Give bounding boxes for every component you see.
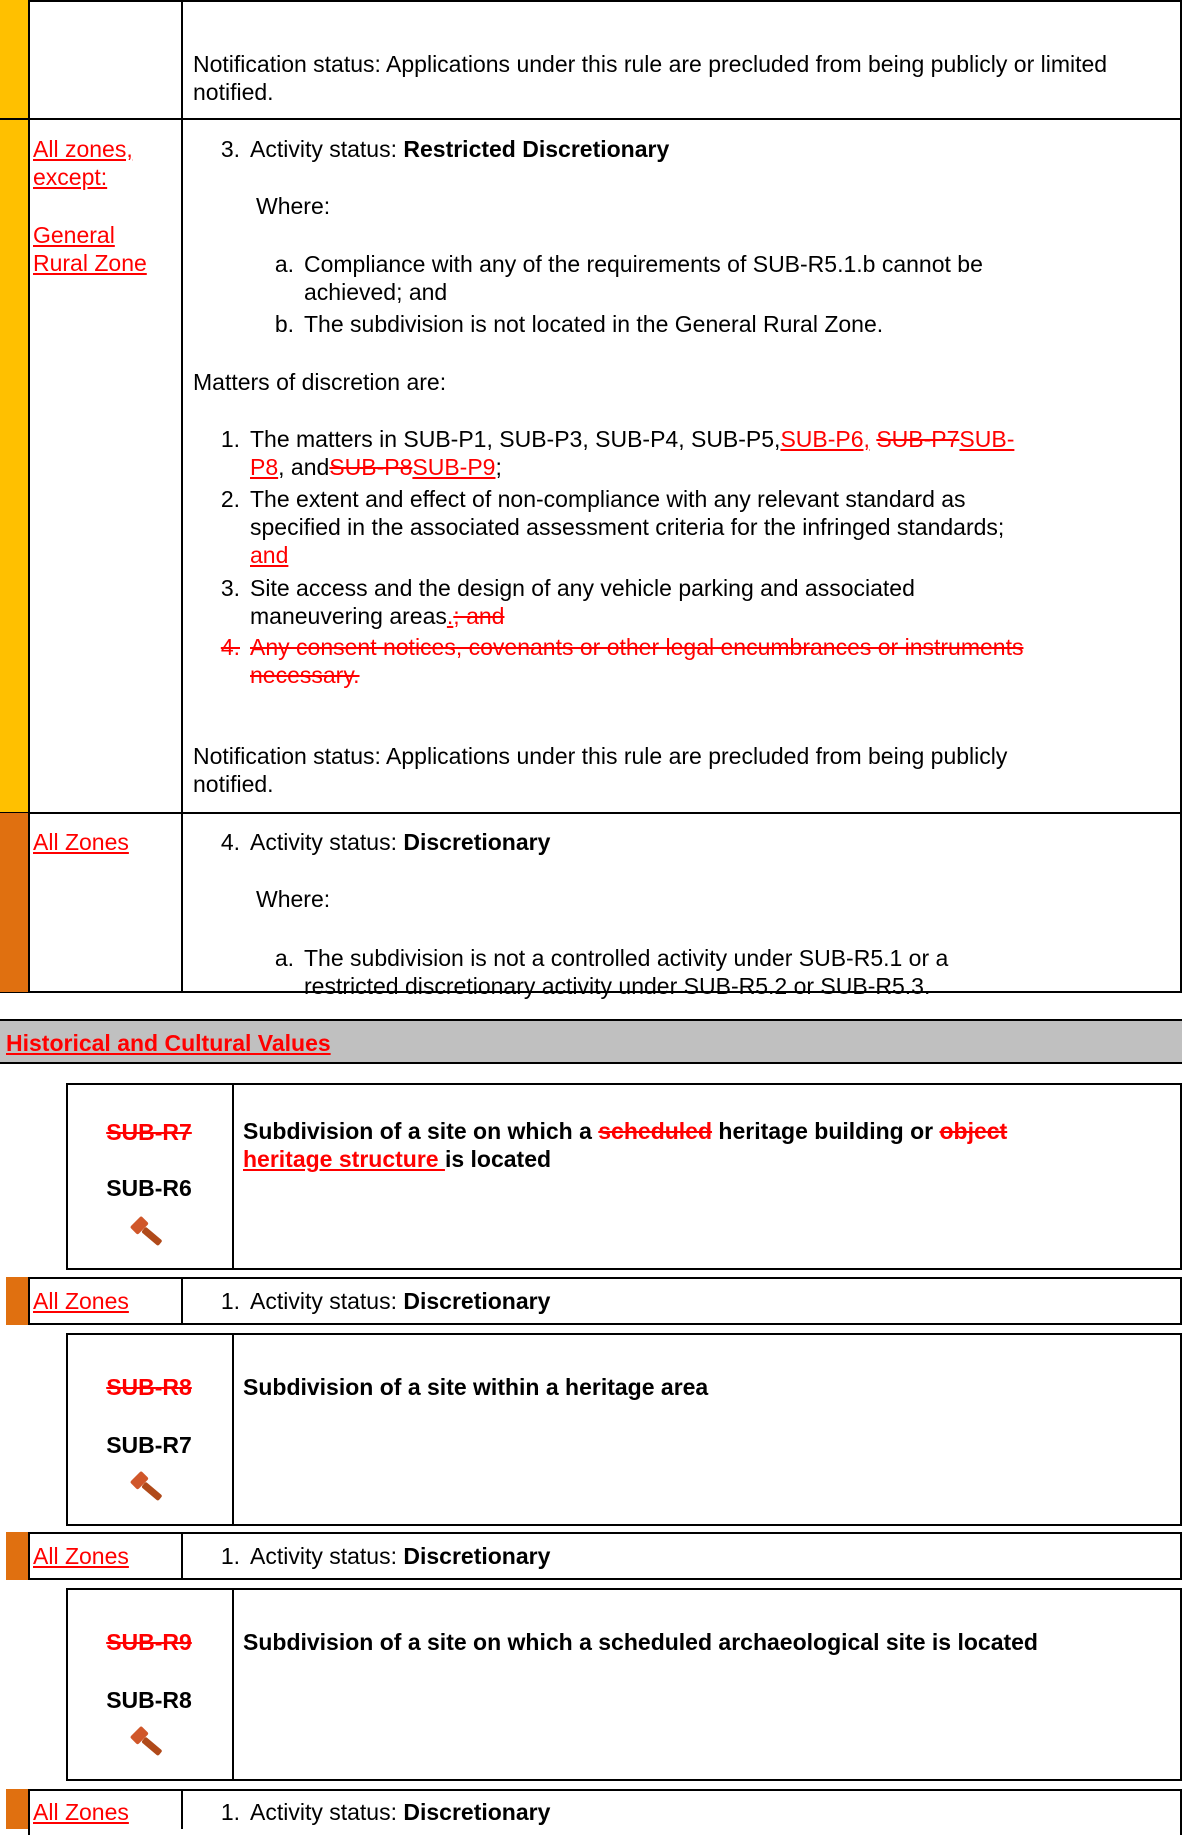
rule-code: SUB-R7 [106, 1432, 192, 1458]
gavel-icon [129, 1212, 169, 1252]
rule-code: SUB-R6 [106, 1175, 192, 1201]
rule-title: Subdivision of a site on which a scheduled archaeological site is located [243, 1629, 1038, 1655]
status-bar-orange [6, 1532, 28, 1580]
old-rule-code: SUB-R8 [106, 1374, 192, 1400]
where-label: Where: [256, 886, 331, 912]
activity-status: 4. Activity status: Discretionary [220, 829, 551, 855]
gavel-icon [129, 1467, 169, 1507]
notification-text: Notification status: Applications under this rule are precluded from being publicly or limited notified. [193, 51, 1108, 106]
section-heading-text[interactable]: Historical and Cultural Values [6, 1030, 331, 1056]
zone-label[interactable]: All Zones [33, 829, 129, 855]
condition-item: b. The subdivision is not located in the General Rural Zone. [274, 311, 884, 337]
matters-heading: Matters of discretion are: [193, 369, 447, 395]
old-rule-code: SUB-R7 [106, 1119, 192, 1145]
status-bar-orange [0, 813, 28, 992]
status-bar-orange [6, 1789, 28, 1829]
zone-label[interactable]: All Zones [33, 1543, 129, 1569]
notification-text: Notification status: Applications under this rule are precluded from being publicly notified. [193, 743, 1008, 798]
matter-item-deleted: 4. Any consent notices, covenants or other legal encumbrances or instruments necessary. [220, 634, 1024, 689]
zone-label[interactable]: All zones, except: General Rural Zone [33, 136, 147, 277]
condition-item: a. Compliance with any of the requirements of SUB-R5.1.b cannot be achieved; and [274, 251, 983, 306]
activity-status: 1. Activity status: Discretionary [220, 1799, 551, 1825]
rule-code: SUB-R8 [106, 1687, 192, 1713]
matter-item: 3. Site access and the design of any vehicle parking and associated maneuvering areas.; and [220, 575, 915, 630]
activity-status: 1. Activity status: Discretionary [220, 1288, 551, 1314]
activity-status: 1. Activity status: Discretionary [220, 1543, 551, 1569]
matter-item: 1. The matters in SUB-P1, SUB-P3, SUB-P4, SUB-P5,SUB-P6, SUB-P7SUB- P8, andSUB-P8SUB-P9; [220, 426, 1015, 481]
activity-status: 3. Activity status: Restricted Discretionary [220, 136, 670, 162]
rule-title: Subdivision of a site within a heritage area [243, 1374, 709, 1400]
zone-label[interactable]: All Zones [33, 1288, 129, 1314]
old-rule-code: SUB-R9 [106, 1629, 192, 1655]
zone-label[interactable]: All Zones [33, 1799, 129, 1825]
gavel-icon [129, 1722, 169, 1762]
status-bar-orange [6, 1277, 28, 1325]
rule-title: Subdivision of a site on which a scheduled heritage building or object heritage structure is located [243, 1118, 1008, 1173]
matter-item: 2. The extent and effect of non-compliance with any relevant standard as specified in the associated assessment criteria for the infringed standards; and [220, 486, 1005, 569]
condition-item: a. The subdivision is not a controlled activity under SUB-R5.1 or a restricted discretionary activity under SUB-R5.2 or SUB-R5.3. [274, 945, 949, 1000]
where-label: Where: [256, 193, 331, 219]
